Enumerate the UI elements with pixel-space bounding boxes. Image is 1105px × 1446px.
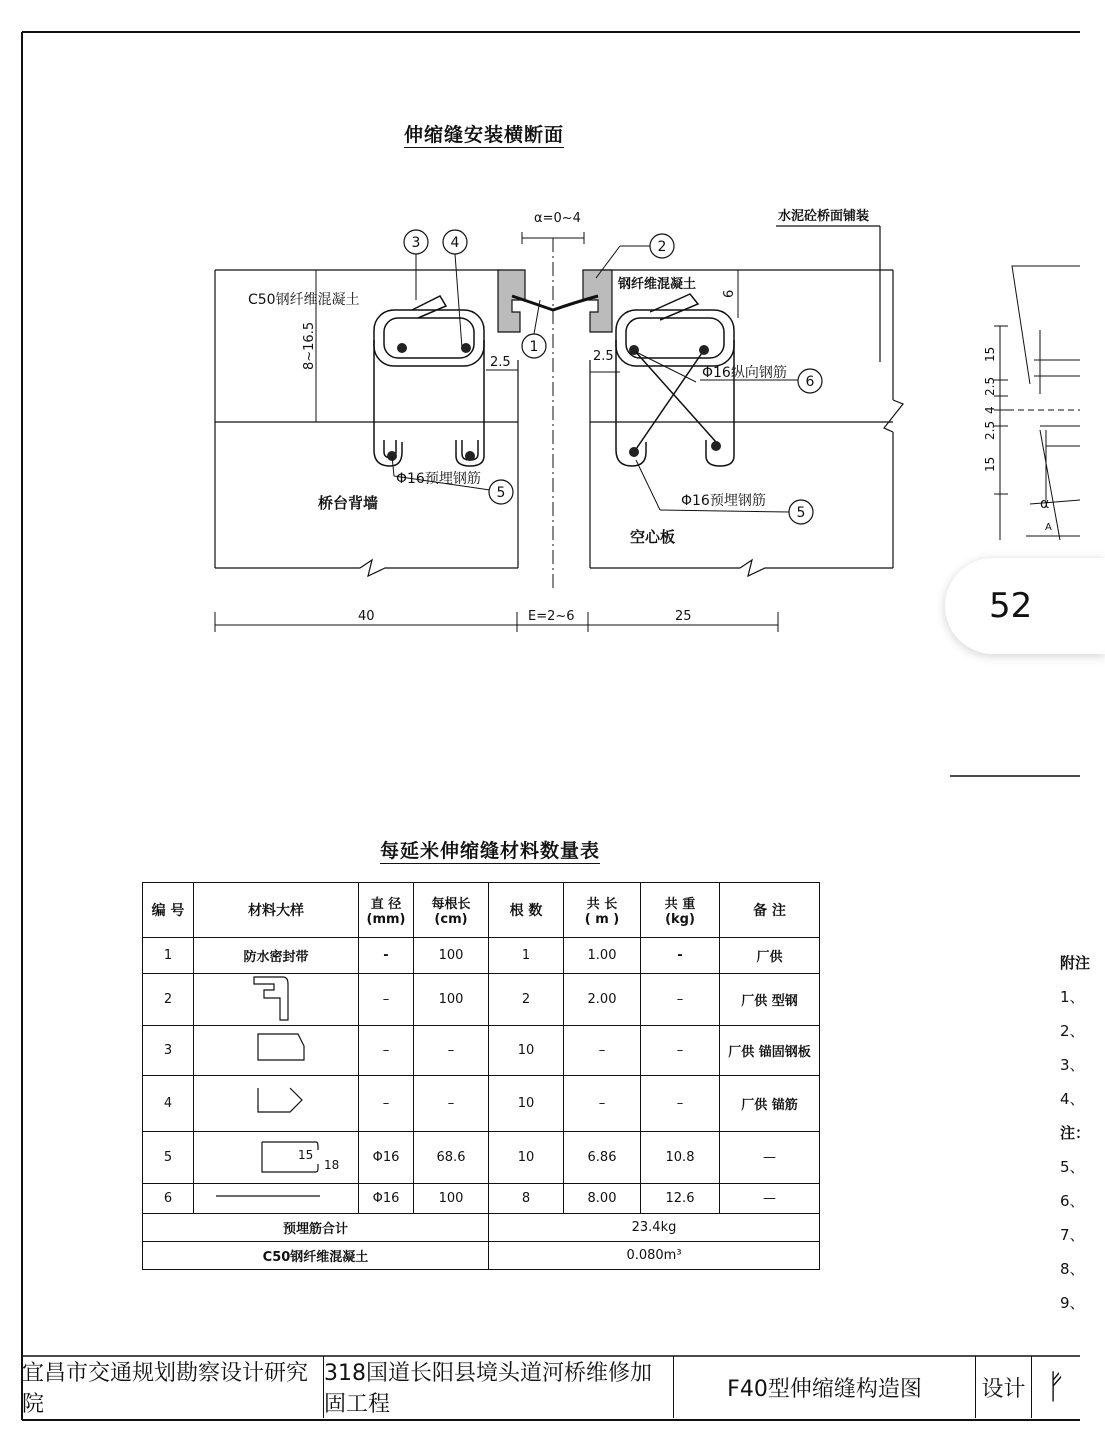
- detail-dim-4: 4: [983, 406, 997, 414]
- note-item: 9、: [1060, 1294, 1085, 1312]
- cell-sample: 防水密封带: [194, 938, 359, 974]
- title-block: [22, 1356, 1080, 1418]
- header-count: 根 数: [489, 883, 564, 938]
- header-diameter: 直 径 (mm): [359, 883, 414, 938]
- sum-row: [143, 1242, 820, 1270]
- cell-weight: 12.6: [641, 1184, 720, 1214]
- institute-name: 宜昌市交通规划勘察设计研究院: [22, 1356, 324, 1418]
- table-row: [143, 974, 820, 1026]
- cell-len: –: [414, 1076, 489, 1132]
- cell-len: –: [414, 1026, 489, 1076]
- table-header-row: [143, 883, 820, 938]
- header-no: 编 号: [143, 883, 194, 938]
- table-row: [143, 938, 820, 974]
- notes-column: [1060, 946, 1090, 1320]
- dim-25: 25: [675, 609, 692, 624]
- cell-note: 厂供 型钢: [720, 974, 820, 1026]
- cell-count: 10: [489, 1026, 564, 1076]
- cell-sample-plate: [194, 1026, 359, 1076]
- cell-total-len: –: [564, 1076, 641, 1132]
- sample-dim-a: 15: [298, 1148, 314, 1162]
- sum-row: [143, 1214, 820, 1242]
- notes-head-2: 注：: [1060, 1124, 1091, 1142]
- abutment-label: 桥台背墙: [318, 494, 379, 512]
- cell-note: —: [720, 1184, 820, 1214]
- table-row: [143, 1132, 820, 1184]
- cell-weight: -: [641, 938, 720, 974]
- cell-no: 2: [143, 974, 194, 1026]
- cell-dia: -: [359, 938, 414, 974]
- project-name: 318国道长阳县境头道河桥维修加固工程: [324, 1356, 674, 1418]
- note-item: 4、: [1060, 1090, 1085, 1108]
- cell-len: 100: [414, 1184, 489, 1214]
- header-total-length: 共 长 ( m ): [564, 883, 641, 938]
- cell-no: 6: [143, 1184, 194, 1214]
- cell-note: —: [720, 1132, 820, 1184]
- cell-dia: Φ16: [359, 1184, 414, 1214]
- detail-alpha: α: [1040, 496, 1050, 512]
- detail-dim-15-bottom: 15: [983, 456, 997, 472]
- cell-total-len: 1.00: [564, 938, 641, 974]
- sum-value: 0.080m³: [489, 1242, 820, 1270]
- drawing-name: F40型伸缩缝构造图: [674, 1356, 976, 1418]
- cell-weight: –: [641, 1026, 720, 1076]
- cell-dia: –: [359, 974, 414, 1026]
- abutment-block: [215, 270, 518, 576]
- cell-sample-profile: [194, 974, 359, 1026]
- dim-e: E=2~6: [528, 609, 575, 624]
- cell-no: 3: [143, 1026, 194, 1076]
- cell-note: 厂供 锚固钢板: [720, 1026, 820, 1076]
- header-note: 备 注: [720, 883, 820, 938]
- table-row: [143, 1076, 820, 1132]
- marker-2: 2: [657, 239, 667, 255]
- cell-len: 100: [414, 938, 489, 974]
- marker-5-left: 5: [496, 485, 506, 501]
- cell-count: 2: [489, 974, 564, 1026]
- cell-weight: 10.8: [641, 1132, 720, 1184]
- cell-note: 厂供 锚筋: [720, 1076, 820, 1132]
- cell-weight: –: [641, 1076, 720, 1132]
- detail-a: A: [1045, 522, 1052, 533]
- cell-len: 100: [414, 974, 489, 1026]
- rebar-embed-right-label: Φ16预埋钢筋: [681, 493, 766, 509]
- marker-6: 6: [805, 374, 815, 390]
- pavement-label: 水泥砼桥面铺装: [778, 209, 870, 224]
- left-rebar: [374, 296, 484, 466]
- rebar-embed-left-label: Φ16预埋钢筋: [396, 471, 481, 487]
- cell-count: 10: [489, 1132, 564, 1184]
- concrete-label-right: 钢纤维混凝土: [618, 277, 697, 292]
- cell-weight: –: [641, 974, 720, 1026]
- material-quantity-table: [142, 882, 820, 1270]
- cell-note: 厂供: [720, 938, 820, 974]
- right-detail: [950, 266, 1080, 776]
- cell-count: 10: [489, 1076, 564, 1132]
- cell-dia: –: [359, 1026, 414, 1076]
- depth-label: 8~16.5: [302, 321, 317, 370]
- page-number-badge[interactable]: 52: [945, 558, 1105, 654]
- cell-sample-anchor: [194, 1076, 359, 1132]
- cell-sample-bar: [194, 1184, 359, 1214]
- detail-dim-2-5-a: 2.5: [983, 376, 997, 396]
- table-title: 每延米伸缩缝材料数量表: [380, 840, 601, 862]
- table-row: [143, 1026, 820, 1076]
- cell-total-len: 8.00: [564, 1184, 641, 1214]
- table-row: [143, 1184, 820, 1214]
- detail-dim-2-5-b: 2.5: [983, 420, 997, 440]
- cell-no: 1: [143, 938, 194, 974]
- marker-1: 1: [529, 339, 539, 355]
- steel-profiles: [498, 270, 612, 332]
- section-title: 伸缩缝安装横断面: [404, 124, 565, 146]
- design-label: 设计: [976, 1356, 1032, 1418]
- signature-mark: ᚠ: [1045, 1367, 1067, 1407]
- cell-sample-rebar: [194, 1132, 359, 1184]
- cell-len: 68.6: [414, 1132, 489, 1184]
- cell-total-len: –: [564, 1026, 641, 1076]
- cell-total-len: 6.86: [564, 1132, 641, 1184]
- header-sample: 材料大样: [194, 883, 359, 938]
- note-item: 3、: [1060, 1056, 1085, 1074]
- header-weight: 共 重 (kg): [641, 883, 720, 938]
- note-item: 7、: [1060, 1226, 1085, 1244]
- header-length-each: 每根长 (cm): [414, 883, 489, 938]
- cell-dia: –: [359, 1076, 414, 1132]
- hollow-slab-label: 空心板: [630, 528, 676, 546]
- marker-5-right: 5: [796, 505, 806, 521]
- dim-2-5-right: 2.5: [593, 349, 614, 364]
- cell-dia: Φ16: [359, 1132, 414, 1184]
- note-item: 6、: [1060, 1192, 1085, 1210]
- gap-label: α=0~4: [534, 211, 581, 226]
- note-item: 5、: [1060, 1158, 1085, 1176]
- cell-count: 1: [489, 938, 564, 974]
- rebar-long-label: Φ16纵向钢筋: [702, 365, 787, 381]
- sum-label: C50钢纤维混凝土: [143, 1242, 489, 1270]
- sample-dim-b: 18: [324, 1158, 340, 1172]
- cell-no: 4: [143, 1076, 194, 1132]
- cell-no: 5: [143, 1132, 194, 1184]
- sum-label: 预埋筋合计: [143, 1214, 489, 1242]
- note-item: 8、: [1060, 1260, 1085, 1278]
- dim-6: 6: [722, 289, 737, 298]
- marker-4: 4: [450, 235, 460, 251]
- sum-value: 23.4kg: [489, 1214, 820, 1242]
- concrete-label-left: C50钢纤维混凝土: [248, 292, 360, 308]
- note-item: 2、: [1060, 1022, 1085, 1040]
- cell-count: 8: [489, 1184, 564, 1214]
- notes-head-1: 附注: [1060, 954, 1091, 972]
- note-item: 1、: [1060, 988, 1085, 1006]
- marker-3: 3: [411, 235, 421, 251]
- dim-2-5-left: 2.5: [490, 355, 511, 370]
- cell-total-len: 2.00: [564, 974, 641, 1026]
- dim-40: 40: [358, 609, 375, 624]
- detail-dim-15-top: 15: [983, 346, 997, 362]
